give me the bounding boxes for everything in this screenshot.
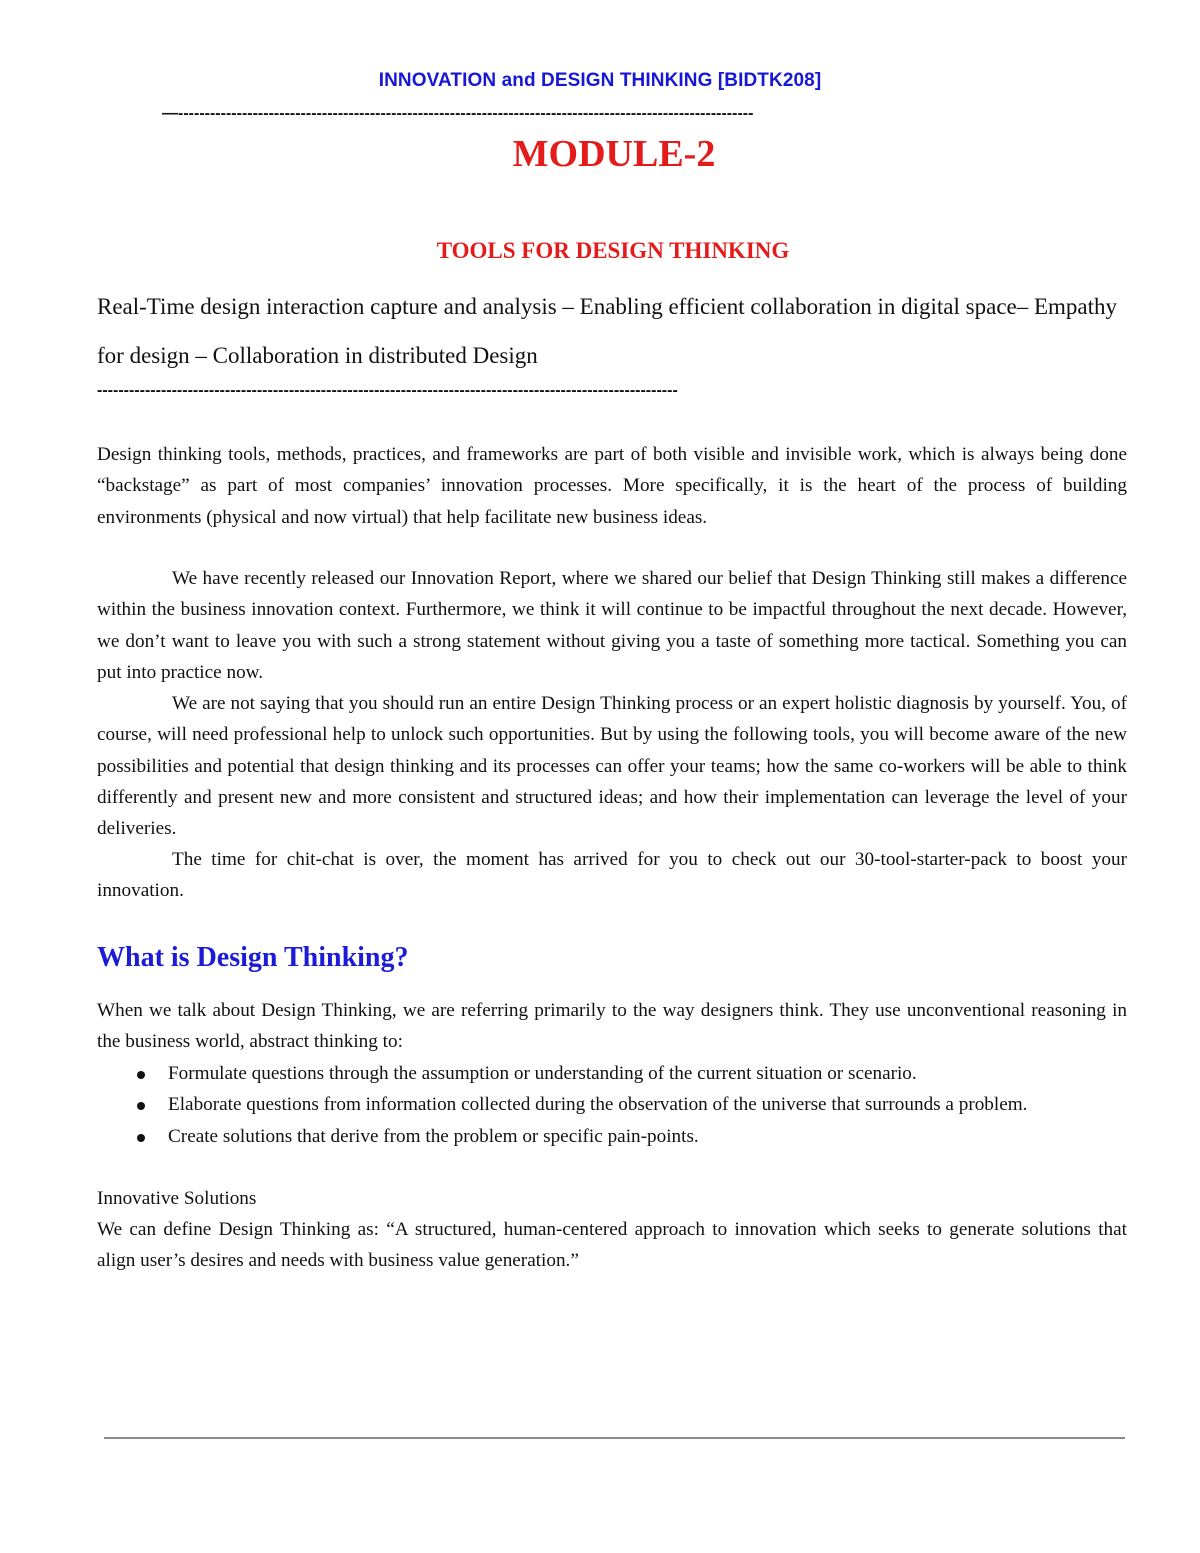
paragraph-definition: We can define Design Thinking as: “A structured, human-centered approach to innovation which seeks to generate solutions that align user’s desires and needs with business value generation.”: [97, 1219, 1127, 1272]
paragraph-intro: Design thinking tools, methods, practices, and frameworks are part of both visible and invisible work, which is always being done “backstage” as part of most companies’ innovation processes. More specifically, it is the heart of the process of building environments (physical and now virtual) that help facilitate new business ideas.: [97, 444, 1127, 528]
module-title: MODULE-2: [512, 133, 716, 175]
footer-divider: [104, 1437, 1125, 1439]
bullet-list: [97, 1058, 1127, 1152]
list-item: [97, 1058, 1127, 1089]
list-item-text: Create solutions that derive from the problem or specific pain-points.: [168, 1125, 699, 1147]
list-item: [97, 1121, 1127, 1152]
paragraph-innovation-report: We have recently released our Innovation Report, where we shared our belief that Design Thinking still makes a difference within the business innovation context. Furthermore, we think it will continue to be impactful throughout the next decade. However, we don’t want to leave you with such a strong statement without giving you a taste of something more tactical. Something you can put into practice now.: [97, 568, 1127, 683]
heading-what-is-design-thinking: What is Design Thinking?: [97, 942, 409, 973]
header-divider: —------------------------------------------------------------------------------------------------------------: [162, 105, 754, 122]
bullet-icon: [137, 1071, 145, 1079]
list-item-text: Formulate questions through the assumption or understanding of the current situation or scenario.: [168, 1063, 917, 1084]
paragraph-definition-intro: When we talk about Design Thinking, we are referring primarily to the way designers think. They use unconventional reasoning in the business world, abstract thinking to:: [97, 1000, 1127, 1053]
paragraph-starter-pack: The time for chit-chat is over, the moment has arrived for you to check out our 30-tool-starter-pack to boost your innovation.: [97, 849, 1127, 902]
topics-divider: -------------------------------------------------------------------------------------------------------------: [97, 382, 678, 399]
bullet-icon: [137, 1102, 145, 1110]
topics-line: Real-Time design interaction capture and analysis – Enabling efficient collaboration in digital space– Empathy for design – Collaboration in distributed Design: [97, 294, 1118, 368]
section-title: TOOLS FOR DESIGN THINKING: [436, 238, 790, 263]
paragraph-professional-help: We are not saying that you should run an entire Design Thinking process or an expert holistic diagnosis by yourself. You, of course, will need professional help to unlock such opportunities. But by using the following tools, you will become aware of the new possibilities and potential that design thinking and its processes can offer your teams; how the same co-workers will be able to think differently and present new and more consistent and structured ideas; and how their implementation can leverage the level of your deliveries.: [97, 693, 1127, 840]
list-item: [97, 1089, 1127, 1120]
subheading-innovative-solutions: Innovative Solutions: [97, 1188, 257, 1209]
course-header: INNOVATION and DESIGN THINKING [BIDTK208]: [378, 70, 822, 91]
list-item-text: Elaborate questions from information collected during the observation of the universe that surrounds a problem.: [168, 1094, 1028, 1116]
bullet-icon: [137, 1134, 145, 1142]
